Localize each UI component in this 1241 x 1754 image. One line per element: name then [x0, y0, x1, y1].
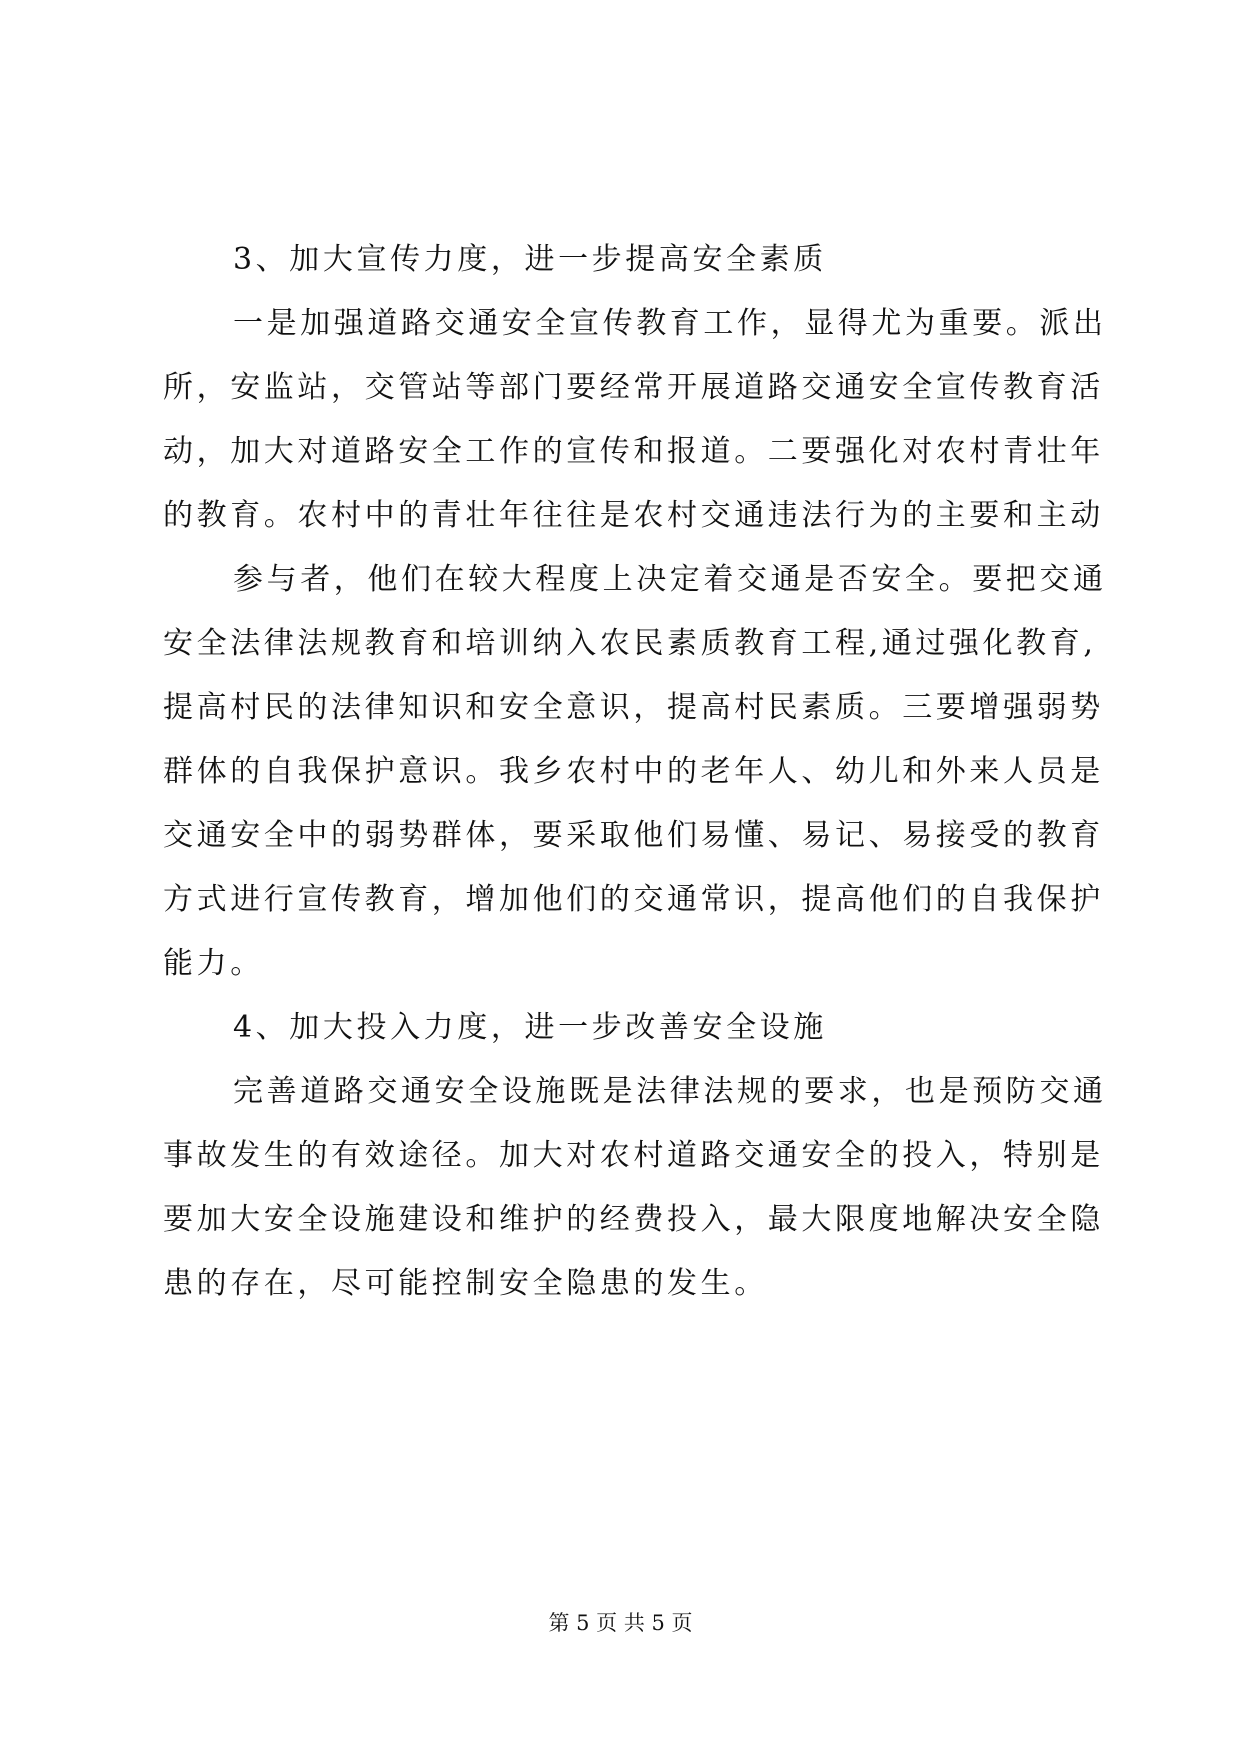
- paragraph-line: 患的存在，尽可能控制安全隐患的发生。: [163, 1266, 768, 1301]
- paragraph-line: 群体的自我保护意识。我乡农村中的老年人、幼儿和外来人员是: [163, 754, 1104, 789]
- paragraph-line: 要加大安全设施建设和维护的经费投入，最大限度地解决安全隐: [163, 1202, 1104, 1237]
- page-footer: [0, 1608, 1241, 1638]
- section-heading-4: 4、加大投入力度，进一步改善安全设施: [233, 1010, 827, 1045]
- paragraph-line: 动，加大对道路安全工作的宣传和报道。二要强化对农村青壮年: [163, 434, 1104, 469]
- paragraph-line: 安全法律法规教育和培训纳入农民素质教育工程,通过强化教育,: [163, 626, 1097, 661]
- section-heading-3: 3、加大宣传力度，进一步提高安全素质: [233, 242, 827, 277]
- paragraph-line: 事故发生的有效途径。加大对农村道路交通安全的投入，特别是: [163, 1138, 1104, 1173]
- paragraph-line: 能力。: [163, 946, 264, 981]
- document-body: [163, 228, 1107, 1316]
- paragraph-line: 参与者，他们在较大程度上决定着交通是否安全。要把交通: [233, 562, 1107, 597]
- paragraph-line: 所，安监站，交管站等部门要经常开展道路交通安全宣传教育活: [163, 370, 1104, 405]
- paragraph-line: 方式进行宣传教育，增加他们的交通常识，提高他们的自我保护: [163, 882, 1104, 917]
- paragraph-line: 一是加强道路交通安全宣传教育工作，显得尤为重要。派出: [233, 306, 1107, 341]
- paragraph-line: 的教育。农村中的青壮年往往是农村交通违法行为的主要和主动: [163, 498, 1104, 533]
- paragraph-line: 提高村民的法律知识和安全意识，提高村民素质。三要增强弱势: [163, 690, 1104, 725]
- page-number: 第 5 页 共 5 页: [548, 1611, 693, 1635]
- paragraph-line: 完善道路交通安全设施既是法律法规的要求，也是预防交通: [233, 1074, 1107, 1109]
- paragraph-line: 交通安全中的弱势群体，要采取他们易懂、易记、易接受的教育: [163, 818, 1104, 853]
